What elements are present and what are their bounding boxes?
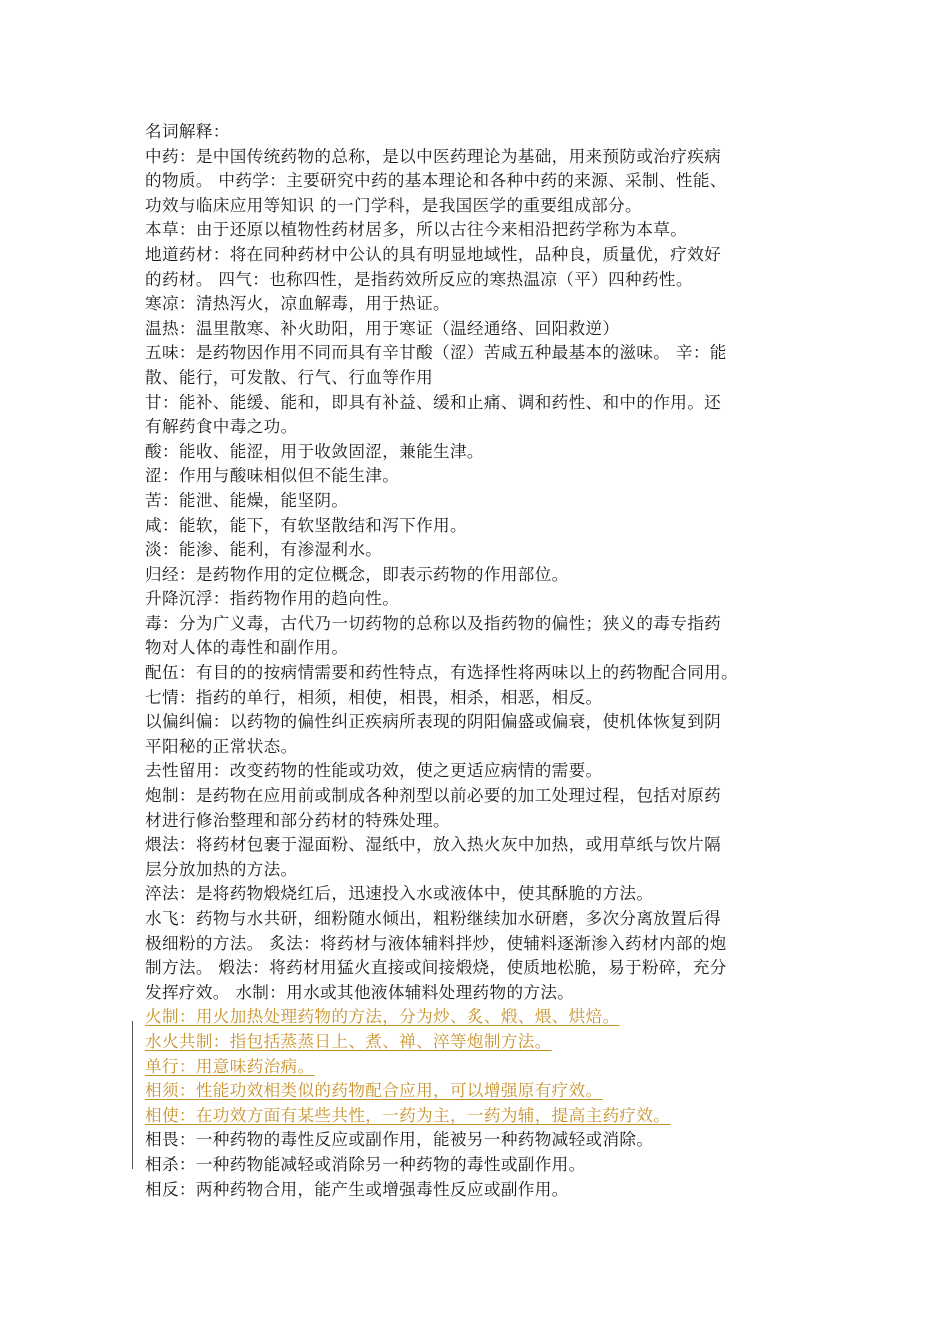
text-line: 升降沉浮：指药物作用的趋向性。 — [145, 589, 400, 609]
text-line: 名词解释： — [145, 122, 230, 141]
text-line: 淬法：是将药物煅烧红后，迅速投入水或液体中，使其酥脆的方法。 — [145, 884, 654, 904]
text-line: 相畏：一种药物的毒性反应或副作用，能被另一种药物减轻或消除。 — [145, 1130, 654, 1150]
tracked-change-line: 水火共制：指包括蒸蒸日上、煮、禅、淬等炮制方法。 — [145, 1031, 552, 1051]
text-line: 淡：能渗、能利，有渗湿利水。 — [145, 540, 383, 560]
text-line: 功效与临床应用等知识 的一门学科，是我国医学的重要组成部分。 — [145, 195, 642, 215]
text-line: 苦：能泄、能燥，能坚阴。 — [145, 490, 349, 510]
text-line: 层分放加热的方法。 — [145, 859, 298, 879]
text-line: 中药：是中国传统药物的总称，是以中医药理论为基础，用来预防或治疗疾病 — [145, 146, 722, 166]
text-line: 炮制：是药物在应用前或制成各种剂型以前必要的加工处理过程，包括对原药 — [145, 786, 722, 806]
text-line: 五味：是药物因作用不同而具有辛甘酸（涩）苦咸五种最基本的滋味。 辛：能 — [145, 343, 727, 363]
text-line: 相反：两种药物合用，能产生或增强毒性反应或副作用。 — [145, 1179, 569, 1199]
text-line: 极细粉的方法。 炙法：将药材与液体辅料拌炒，使辅料逐渐渗入药材内部的炮 — [145, 933, 727, 953]
text-line: 制方法。 煅法：将药材用猛火直接或间接煅烧，使质地松脆，易于粉碎，充分 — [145, 958, 727, 978]
text-line: 散、能行，可发散、行气、行血等作用 — [145, 367, 434, 387]
text-line: 平阳秘的正常状态。 — [145, 736, 298, 756]
text-line: 咸：能软，能下，有软坚散结和泻下作用。 — [145, 515, 467, 535]
text-line: 有解药食中毒之功。 — [145, 417, 298, 437]
revision-change-bar — [132, 1021, 133, 1169]
text-line: 的物质。 中药学：主要研究中药的基本理论和各种中药的来源、采制、性能、 — [145, 171, 727, 191]
text-line: 的药材。 四气：也称四性，是指药效所反应的寒热温凉（平）四种药性。 — [145, 269, 693, 289]
tracked-change-line: 火制：用火加热处理药物的方法，分为炒、炙、煅、煨、烘焙。 — [145, 1007, 620, 1027]
text-line: 本草：由于还原以植物性药材居多，所以古往今来相沿把药学称为本草。 — [145, 220, 688, 240]
text-line: 甘：能补、能缓、能和，即具有补益、缓和止痛、调和药性、和中的作用。还 — [145, 392, 722, 412]
text-line: 温热：温里散寒、补火助阳，用于寒证（温经通络、回阳救逆） — [145, 318, 620, 338]
text-line: 相杀：一种药物能减轻或消除另一种药物的毒性或副作用。 — [145, 1154, 586, 1174]
text-line: 去性留用：改变药物的性能或功效，使之更适应病情的需要。 — [145, 761, 603, 781]
text-line: 煨法：将药材包裹于湿面粉、湿纸中，放入热火灰中加热，或用草纸与饮片隔 — [145, 835, 722, 855]
text-line: 地道药材：将在同种药材中公认的具有明显地域性，品种良，质量优，疗效好 — [145, 244, 722, 264]
tracked-change-line: 相使：在功效方面有某些共性，一药为主，一药为辅，提高主药疗效。 — [145, 1105, 671, 1125]
text-line: 物对人体的毒性和副作用。 — [145, 638, 349, 658]
text-line: 以偏纠偏：以药物的偏性纠正疾病所表现的阴阳偏盛或偏衰，使机体恢复到阴 — [145, 712, 722, 732]
text-line: 寒凉：清热泻火，凉血解毒，用于热证。 — [145, 294, 450, 314]
text-line: 水飞：药物与水共研，细粉随水倾出，粗粉继续加水研磨，多次分离放置后得 — [145, 909, 722, 928]
text-line: 涩：作用与酸味相似但不能生津。 — [145, 466, 400, 486]
text-line: 归经：是药物作用的定位概念，即表示药物的作用部位。 — [145, 564, 569, 584]
text-line: 七情：指药的单行，相须，相使，相畏，相杀，相恶，相反。 — [145, 687, 603, 707]
tracked-change-line: 相须：性能功效相类似的药物配合应用，可以增强原有疗效。 — [145, 1081, 603, 1101]
text-line: 配伍：有目的的按病情需要和药性特点，有选择性将两味以上的药物配合同用。 — [145, 663, 739, 683]
text-line: 发挥疗效。 水制：用水或其他液体辅料处理药物的方法。 — [145, 982, 575, 1002]
document-body — [145, 120, 825, 1202]
text-line: 材进行修治整理和部分药材的特殊处理。 — [145, 810, 450, 830]
text-line: 酸：能收、能涩，用于收敛固涩，兼能生津。 — [145, 441, 484, 461]
tracked-change-line: 单行：用意味药治病。 — [145, 1056, 315, 1076]
text-line: 毒：分为广义毒，古代乃一切药物的总称以及指药物的偏性；狭义的毒专指药 — [145, 613, 722, 633]
